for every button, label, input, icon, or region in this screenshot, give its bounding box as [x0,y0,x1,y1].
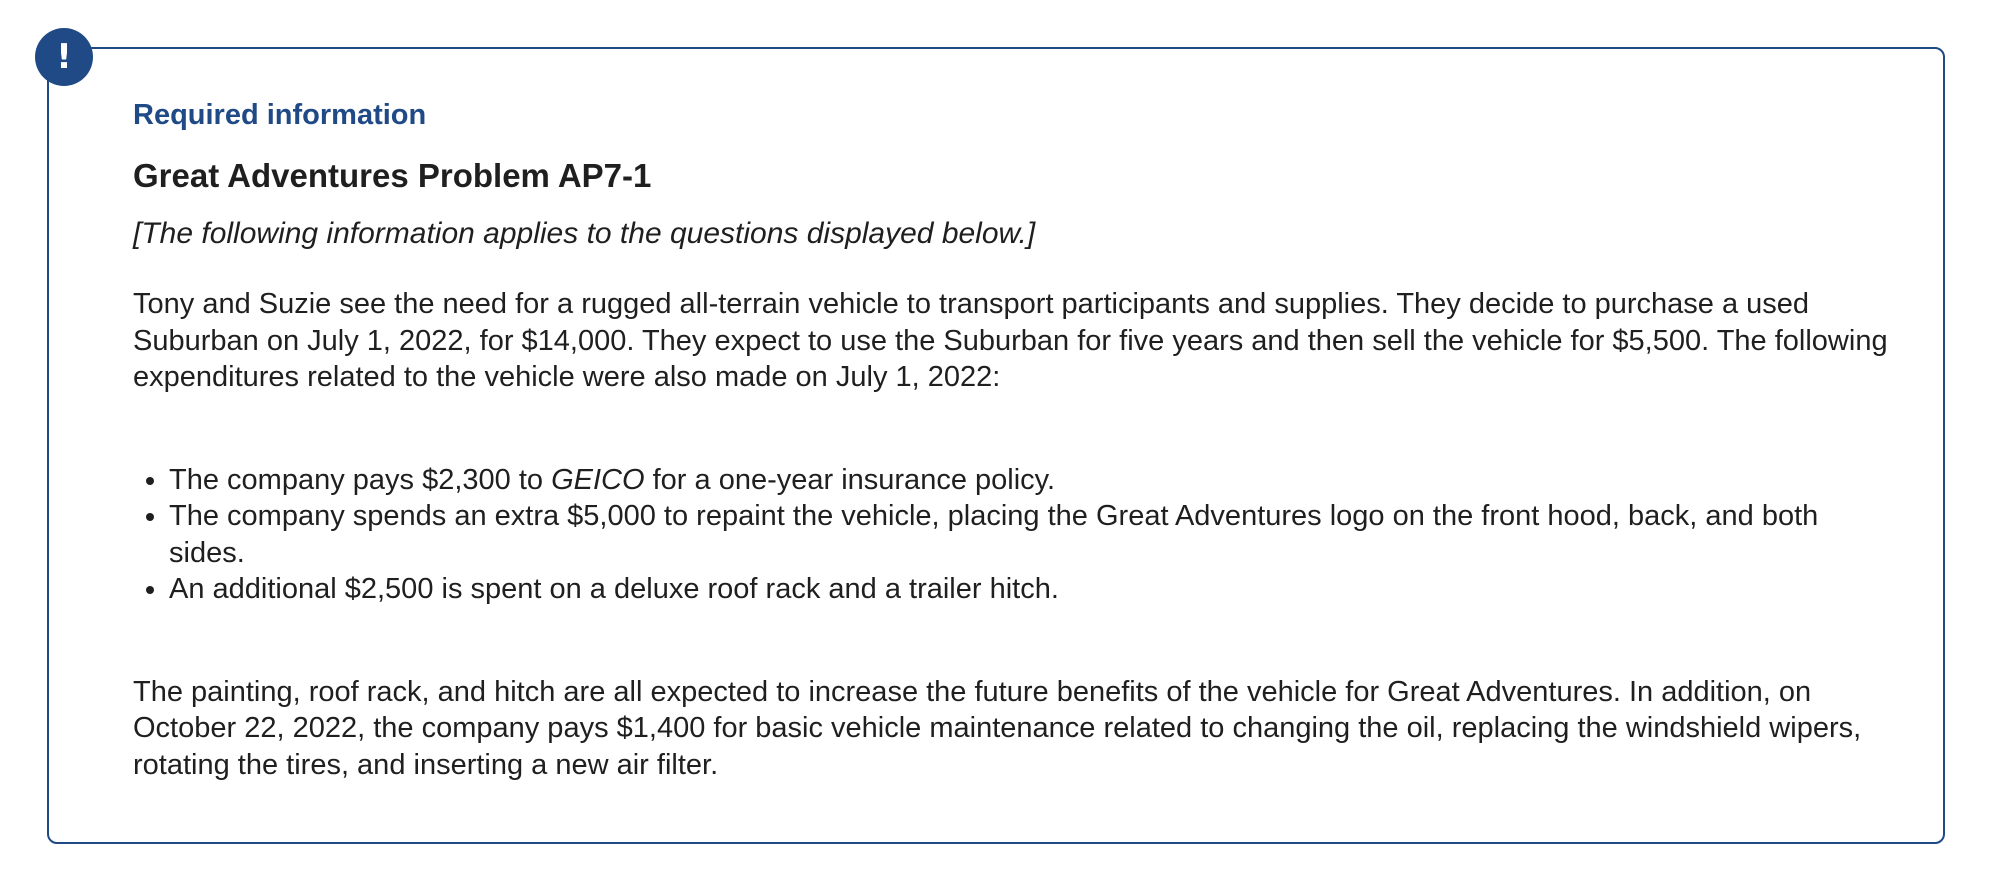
intro-note: [The following information applies to the questions displayed below.] [133,217,1036,250]
list-item [169,571,1893,608]
vehicle-purchase-paragraph: Tony and Suzie see the need for a rugged all-terrain vehicle to transport participants and supplies. They decide to purchase a used Suburban on July 1, 2022, for $14,000. They expect to use the Suburban for five years and then sell the vehicle for $5,500. The following expenditures related to the vehicle were also made on July 1, 2022: [133,288,1888,393]
list-item-text: The company spends an extra $5,000 to repaint the vehicle, placing the Great Adventures logo on the front hood, back, and both sides. [169,500,1819,569]
exclamation-icon: ! [35,28,93,86]
list-item-text: The company pays $2,300 to [169,463,552,496]
company-name: GEICO [551,463,645,496]
expenditure-list [133,462,1893,608]
list-item-text: An additional $2,500 is spent on a deluxe roof rack and a trailer hitch. [169,573,1059,605]
required-information-label: Required information [133,99,427,131]
card-content [133,90,1893,783]
maintenance-paragraph: The painting, roof rack, and hitch are all expected to increase the future benefits of the vehicle for Great Adventures. In addition, on October 22, 2022, the company pays $1,400 for basic vehicle maintenance related to changing the oil, replacing the windshield wipers, rotating the tires, and inserting a new air filter. [133,675,1862,781]
list-item-text: for a one-year insurance policy. [644,463,1056,496]
problem-title: Great Adventures Problem AP7-1 [133,157,652,194]
list-item [169,498,1893,571]
list-item [169,462,1893,499]
